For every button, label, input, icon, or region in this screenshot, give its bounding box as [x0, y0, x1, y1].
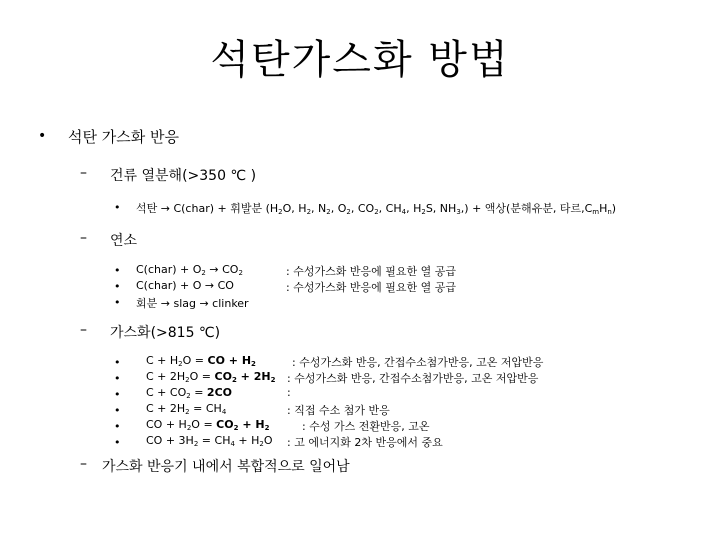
combustion-note: : 수성가스화 반응에 필요한 열 공급 [286, 265, 456, 278]
gasification-label: 가스화(>815 ℃) [110, 325, 221, 341]
sub-bullet-marker: • [114, 372, 121, 385]
sub-bullet-marker: • [114, 296, 121, 309]
combustion-equation: C(char) + O → CO [136, 279, 234, 292]
sub-bullet-marker: • [114, 436, 121, 449]
combustion-note: : 수성가스화 반응에 필요한 열 공급 [286, 281, 456, 294]
gasification-equation: $C + CO_2 = 2CO$ [146, 386, 232, 400]
dash-marker: – [80, 165, 87, 181]
sub-bullet-marker: • [114, 264, 121, 277]
gasification-equation: CO + $H_2O = CO_2 + H_2$ [146, 418, 270, 432]
combustion-label: 연소 [110, 233, 138, 249]
gasification-equation: $C + H_2O$ = CO + $H_2$ [146, 354, 256, 368]
gasification-equation: $C + 2H_2 = CH_4$ [146, 402, 227, 416]
sub-bullet-marker: • [114, 420, 121, 433]
gasification-equation: CO + $3H_2 = CH_4 + H_2O$ [146, 434, 273, 448]
gasification-note: : 수성가스화 반응, 간접수소첨가반응, 고온 저압반응 [287, 372, 539, 385]
dash-marker: – [80, 230, 87, 246]
pyrolysis-label: 건류 열분해(>350 ℃ ) [110, 168, 257, 184]
gasification-note: : 고 에너지화 2차 반응에서 중요 [287, 436, 443, 449]
sub-bullet-marker: • [114, 280, 121, 293]
gasification-equation: $C + 2H_2O = CO_2 + 2H_2$ [146, 370, 276, 384]
sub-bullet-marker: • [114, 201, 121, 214]
combustion-equation: C(char) + $O_2 \to CO_2$ [136, 263, 243, 277]
page-title: 석탄가스화 방법 [210, 37, 510, 83]
sub-bullet-marker: • [114, 356, 121, 369]
gasification-note: : 수성 가스 전환반응, 고온 [302, 420, 430, 433]
gasification-note: : 수성가스화 반응, 간접수소첨가반응, 고온 저압반응 [292, 356, 544, 369]
sub-bullet-marker: • [114, 388, 121, 401]
combustion-equation: 회분 → slag → clinker [136, 297, 249, 310]
gasification-note: : [287, 386, 291, 399]
section-heading: 석탄 가스화 반응 [68, 128, 179, 146]
dash-marker: – [80, 456, 87, 472]
gasification-note: : 직접 수소 첨가 반응 [287, 404, 390, 417]
pyrolysis-equation: 석탄 → C(char) + 휘발분 ($H_2O$, $H_2$, $N_2$, $O_2$, $CO_2$, $CH_4$, $H_2S$, $NH_3$,) + 액상(분해유분, 타르$,C_mH_n$) [136, 202, 617, 216]
dash-marker: – [80, 322, 87, 338]
summary-label: 가스화 반응기 내에서 복합적으로 일어남 [102, 459, 350, 475]
bullet-marker: • [38, 128, 47, 144]
sub-bullet-marker: • [114, 404, 121, 417]
